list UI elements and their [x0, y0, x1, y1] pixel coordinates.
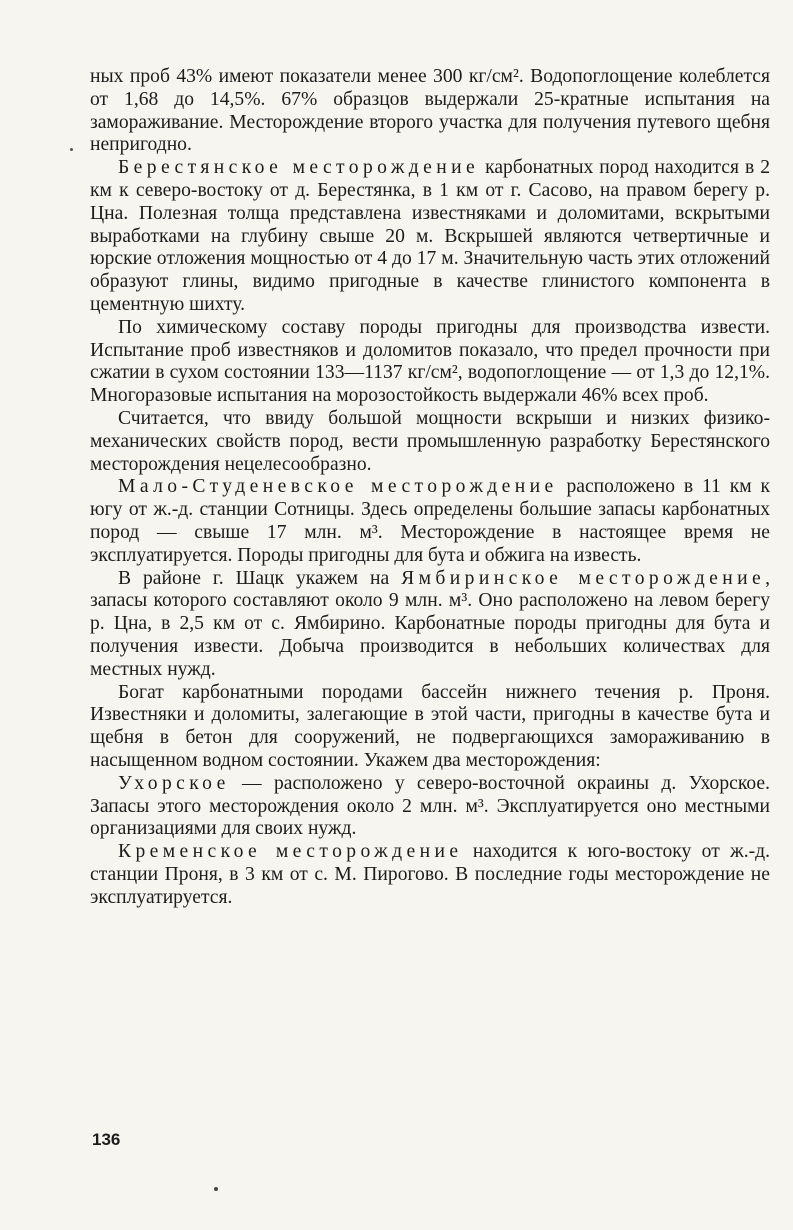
paragraph-text: По химическому составу породы пригодны для производства извести. Испытание проб известняков и доломитов показало, что предел прочности при сжатии в сухом состоянии 133—1137 кг/см², водопоглощение — от 1,3 до 12,1%. Многоразовые испытания на морозостойкость выдержали 46% всех проб. [90, 316, 770, 407]
paragraph-berestyanskoe [90, 157, 770, 317]
paragraph-chemistry [90, 317, 770, 408]
paragraph-conclusion [90, 408, 770, 476]
paragraph-text: расположено в 11 км к югу от ж.-д. станции Сотницы. Здесь определены большие запасы карбонатных пород — свыше 17 млн. м³. Месторождение в настоящее время не эксплуатируется. Породы пригодны для бута и обжига на известь. [90, 476, 770, 566]
paragraph-text: , запасы которого составляют около 9 млн. м³. Оно расположено на левом берегу р. Цна, в 2,5 км от с. Ямбирино. Карбонатные породы пригодны для бута и получения извести. Добыча производится в небольших количествах для местных нужд. [90, 567, 770, 680]
paragraph-text: ных проб 43% имеют показатели менее 300 кг/см². Водопоглощение колеблется от 1,68 до 14,5%. 67% образцов выдержали 25-кратные испытания на замораживание. Месторождение второго участка для получения путевого щебня непригодно. [90, 66, 770, 156]
deposit-name: Кременское месторождение [118, 841, 463, 863]
paragraph-kremenskoe [90, 841, 770, 909]
paragraph-text: — расположено у северо-восточной окраины д. Ухорское. Запасы этого месторождения около 2 млн. м³. Эксплуатируется оно местными организациями для своих нужд. [90, 772, 770, 840]
deposit-name: Мало-Студеневское месторождение [118, 476, 558, 498]
paragraph-text: Богат карбонатными породами бассейн нижнего течения р. Проня. Известняки и доломиты, залегающие в этой части, пригодны в качестве бута и щебня в бетон для сооружений, не подвергающихся замораживанию в насыщенном водном состоянии. Укажем два месторождения: [90, 681, 770, 771]
deposit-name: Ухорское [118, 772, 230, 794]
paragraph-text: Считается, что ввиду большой мощности вскрыши и низких физико-механических свойств пород, вести промышленную разработку Берестянского месторождения нецелесообразно. [90, 407, 770, 475]
paragraph-malo-studenevskoe [90, 476, 770, 567]
paragraph-pronya [90, 682, 770, 773]
paragraph-text: карбонатных пород находится в 2 км к северо-востоку от д. Берестянка, в 1 км от г. Сасово, на правом берегу р. Цна. Полезная толща представлена известняками и доломитами, вскрытыми выработками на глубину свыше 20 м. Вскрышей являются четвертичные и юрские отложения мощностью от 4 до 17 м. Значительную часть этих отложений образуют глины, видимо пригодные в качестве глинистого компонента в цементную шихту. [90, 157, 771, 315]
deposit-name: Ямбиринское месторождение [401, 567, 766, 589]
print-speck [214, 1187, 218, 1191]
deposit-name: Берестянское месторождение [118, 157, 480, 179]
paragraph-text: В районе г. Шацк укажем на [118, 567, 402, 589]
paragraph-shatsk [90, 568, 770, 682]
paragraph-continuation [90, 66, 770, 157]
page-number: 136 [92, 1130, 121, 1149]
paragraph-text: находится к юго-востоку от ж.-д. станции Проня, в 3 км от с. М. Пирогово. В последние годы месторождение не эксплуатируется. [90, 841, 770, 908]
paragraph-ukhorskoe [90, 773, 770, 841]
margin-mark [70, 148, 73, 151]
body-text [90, 66, 770, 909]
